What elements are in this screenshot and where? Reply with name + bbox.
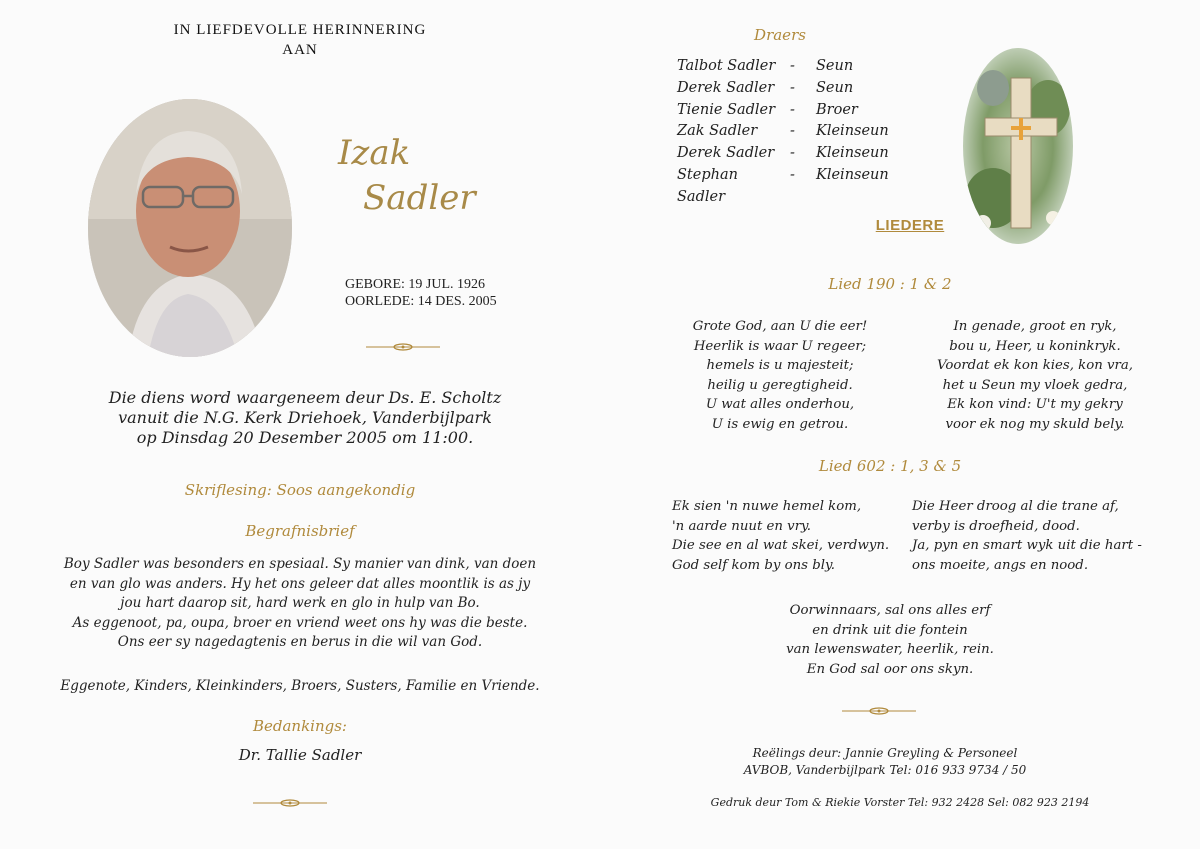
- letter-line: Ons eer sy nagedagtenis en berus in die wil van God.: [117, 634, 483, 650]
- ornament-divider: [842, 706, 916, 716]
- bearer-dash: -: [790, 166, 795, 183]
- verse-line: van lewenswater, heerlik, rein.: [786, 642, 994, 657]
- bearer-row: [677, 56, 889, 78]
- cross-flowers-image: [963, 48, 1073, 244]
- bearer-name: Talbot Sadler: [677, 58, 776, 74]
- songs-title: LIEDERE: [875, 217, 945, 234]
- bearer-relation: Kleinseun: [816, 166, 889, 183]
- service-details: [70, 388, 540, 448]
- verse-line: heilig u geregtigheid.: [707, 377, 853, 393]
- bearer-relation: Seun: [816, 58, 854, 74]
- life-dates: [345, 276, 497, 310]
- company-line: AVBOB, Vanderbijlpark Tel: 016 933 9734 / 50: [743, 763, 1027, 777]
- verse-line: En God sal oor ons skyn.: [806, 661, 974, 677]
- bearer-name: Tienie Sadler: [677, 101, 776, 118]
- bearer-row: [677, 121, 889, 143]
- bearer-name: Stephan Sadler: [677, 166, 738, 205]
- bearers-title: Draers: [754, 26, 806, 44]
- verse-line: U wat alles onderhou,: [705, 397, 855, 412]
- verse-line: hemels is u majesteit;: [706, 358, 854, 373]
- service-line-3: op Dinsdag 20 Desember 2005 om 11:00.: [136, 428, 474, 447]
- bearer-row: [677, 78, 889, 100]
- printed-by: Gedruk deur Tom & Riekie Vorster Tel: 932 2428 Sel: 082 923 2194: [710, 796, 1090, 809]
- bearers-list: [677, 56, 889, 209]
- heading-line-2: AAN: [282, 42, 318, 58]
- song2-verse-right: [912, 497, 1172, 575]
- verse-line: bou u, Heer, u koninkryk.: [949, 338, 1121, 354]
- ornament-divider: [253, 798, 327, 808]
- verse-line: Ek sien 'n nuwe hemel kom,: [672, 499, 862, 514]
- scripture-reading: Skriflesing: Soos aangekondig: [184, 481, 416, 499]
- song2-verse-left: [672, 497, 912, 575]
- verse-line: Heerlik is waar U regeer;: [693, 338, 867, 354]
- bearer-row: [677, 143, 889, 165]
- bearer-row: [677, 165, 889, 209]
- song2-title: Lied 602 : 1, 3 & 5: [818, 457, 962, 475]
- letter-line: en van glo was anders. Hy het ons geleer dat alles moontlik is as jy: [69, 575, 531, 592]
- verse-line: In genade, groot en ryk,: [953, 319, 1117, 334]
- family-line: Eggenote, Kinders, Kleinkinders, Broers, Susters, Familie en Vriende.: [60, 678, 540, 694]
- letter-title: Begrafnisbrief: [245, 522, 355, 540]
- verse-line: Die see en al wat skei, verdwyn.: [672, 538, 890, 553]
- verse-line: voor ek nog my skuld bely.: [945, 416, 1125, 432]
- death-date: OORLEDE: 14 DES. 2005: [345, 294, 497, 309]
- birth-date: GEBORE: 19 JUL. 1926: [345, 277, 485, 292]
- bearer-row: [677, 100, 889, 122]
- verse-line: verby is droefheid, dood.: [912, 518, 1080, 534]
- service-line-1: Die diens word waargeneem deur Ds. E. Scholtz: [108, 388, 502, 407]
- bearer-relation: Seun: [816, 79, 854, 96]
- song1-title: Lied 190 : 1 & 2: [828, 275, 952, 293]
- verse-line: het u Seun my vloek gedra,: [942, 377, 1128, 393]
- last-name: Sadler: [363, 178, 476, 218]
- bearer-name: Derek Sadler: [677, 145, 775, 162]
- bearer-dash: -: [790, 101, 795, 118]
- bearer-name: Derek Sadler: [677, 79, 775, 96]
- portrait-photo: [88, 99, 292, 357]
- verse-line: Die Heer droog al die trane af,: [912, 499, 1119, 514]
- bearer-relation: Broer: [816, 101, 858, 118]
- verse-line: U is ewig en getrou.: [711, 416, 849, 432]
- funeral-letter: [50, 555, 550, 653]
- letter-line: jou hart daarop sit, hard werk en glo in hulp van Bo.: [120, 595, 480, 611]
- bearer-dash: -: [790, 79, 795, 96]
- thanks-title: Bedankings:: [252, 717, 347, 735]
- bearer-relation: Kleinseun: [816, 123, 889, 140]
- verse-line: 'n aarde nuut en vry.: [672, 518, 812, 534]
- verse-line: Voordat ek kon kies, kon vra,: [936, 358, 1134, 373]
- arrangements-line: Reëlings deur: Jannie Greyling & Personeel: [752, 746, 1018, 760]
- bearer-dash: -: [790, 123, 795, 140]
- verse-line: Oorwinnaars, sal ons alles erf: [789, 603, 991, 618]
- bearer-dash: -: [790, 145, 795, 162]
- letter-line: As eggenoot, pa, oupa, broer en vriend weet ons hy was die beste.: [72, 614, 528, 631]
- bearer-relation: Kleinseun: [816, 145, 889, 162]
- thanks-name: Dr. Tallie Sadler: [238, 746, 362, 764]
- verse-line: Ja, pyn en smart wyk uit die hart -: [912, 538, 1142, 553]
- ornament-divider: [366, 342, 440, 352]
- verse-line: Grote God, aan U die eer!: [692, 319, 868, 334]
- bearer-name: Zak Sadler: [677, 123, 758, 140]
- memorial-heading: [130, 20, 470, 60]
- song1-verse-left: [650, 317, 910, 434]
- song2-verse-center: [760, 601, 1020, 679]
- verse-line: God self kom by ons bly.: [672, 557, 835, 573]
- verse-line: en drink uit die fontein: [812, 622, 968, 638]
- song1-verse-right: [910, 317, 1160, 434]
- letter-line: Boy Sadler was besonders en spesiaal. Sy manier van dink, van doen: [63, 556, 537, 572]
- bearer-dash: -: [790, 58, 795, 74]
- verse-line: Ek kon vind: U't my gekry: [947, 397, 1123, 412]
- verse-line: ons moeite, angs en nood.: [912, 557, 1089, 573]
- heading-line-1: IN LIEFDEVOLLE HERINNERING: [173, 22, 427, 38]
- first-name: Izak: [338, 133, 411, 173]
- arrangements-credit: [700, 745, 1070, 779]
- service-line-2: vanuit die N.G. Kerk Driehoek, Vanderbijlpark: [118, 408, 492, 427]
